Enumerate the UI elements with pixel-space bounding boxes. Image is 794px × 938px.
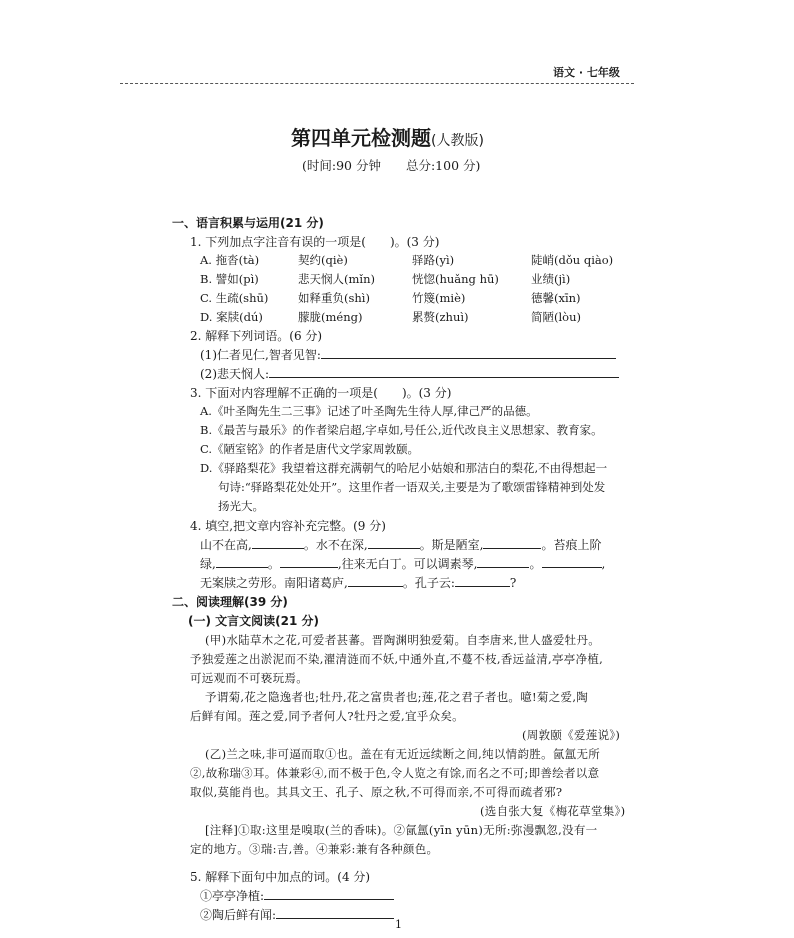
q2-item-1-label: (1)仁者见仁,智者见智: (200, 348, 321, 362)
passage-jia-line: 后鲜有闻。莲之爱,同予者何人?牡丹之爱,宜乎众矣。 (190, 709, 464, 723)
q5-item-1 (200, 887, 394, 904)
q1-opt-c4: 德馨(xīn) (531, 291, 581, 305)
q5-item-1-label: ①亭亭净植: (200, 889, 265, 903)
q4-text: ,往来无白丁。可以调素琴, (337, 557, 478, 571)
q4-blank[interactable] (368, 537, 420, 549)
header-subject: 语文 · 七年级 (553, 66, 620, 79)
q3-opt-a: A.《叶圣陶先生二三事》记述了叶圣陶先生待人厚,律己严的品德。 (200, 404, 538, 418)
q1-opt-b1: B. 譬如(pì) (200, 272, 259, 286)
q4-blank[interactable] (483, 537, 541, 549)
passage-jia-line: (甲)水陆草木之花,可爱者甚蕃。晋陶渊明独爱菊。自李唐来,世人盛爱牡丹。 (205, 633, 601, 647)
q1-opt-a3: 驿路(yì) (412, 253, 455, 267)
page-number: 1 (395, 918, 402, 931)
q2-item-1 (200, 346, 616, 363)
passage-jia-source: (周敦颐《爱莲说》) (522, 728, 621, 742)
q4-text: 。斯是陋室, (419, 538, 484, 552)
q4-text: 山不在高, (200, 538, 252, 552)
q1-opt-b3: 恍惚(huǎng hū) (412, 272, 499, 286)
q3-opt-b: B.《最苦与最乐》的作者梁启超,字卓如,号任公,近代改良主义思想家、教育家。 (200, 423, 603, 437)
passage-yi-line: (乙)兰之味,非可逼而取①也。盖在有无近远续断之间,纯以情韵胜。氤氲无所 (205, 747, 601, 761)
q1-opt-a2: 契约(qiè) (298, 253, 348, 267)
passage-yi-line: ②,故称瑞③耳。体兼彩④,而不极于色,令人览之有馀,而名之不可;即善绘者以意 (190, 766, 600, 780)
section2-heading: 二、阅读理解(39 分) (172, 595, 288, 609)
q4-blank[interactable] (542, 556, 602, 568)
q5-stem: 5. 解释下面句中加点的词。(4 分) (190, 870, 371, 884)
q4-text: 。水不在深, (303, 538, 368, 552)
q1-opt-c1: C. 生疏(shū) (200, 291, 269, 305)
q2-answer-line-1[interactable] (321, 347, 616, 359)
page-title (291, 122, 484, 151)
q4-text: 。苔痕上阶 (541, 538, 602, 552)
q2-item-2-label: (2)悲天悯人: (200, 367, 270, 381)
q4-line-2 (200, 555, 605, 572)
header-divider (120, 83, 634, 84)
q4-line-3 (200, 574, 516, 591)
q1-opt-d2: 朦胧(méng) (298, 310, 363, 324)
q4-blank[interactable] (252, 537, 304, 549)
section2-sub1: (一) 文言文阅读(21 分) (188, 614, 319, 628)
q5-item-2 (200, 906, 394, 923)
q4-text: 无案牍之劳形。南阳诸葛庐, (200, 576, 348, 590)
q1-opt-d4: 简陋(lòu) (531, 310, 581, 324)
q1-opt-a1: A. 拖沓(tà) (200, 253, 260, 267)
q5-item-2-label: ②陶后鲜有闻: (200, 908, 277, 922)
q4-line-1 (200, 536, 602, 553)
passage-jia-line: 予独爱莲之出淤泥而不染,濯清涟而不妖,中通外直,不蔓不枝,香远益清,亭亭净植, (190, 652, 604, 666)
passage-jia-line: 予谓菊,花之隐逸者也;牡丹,花之富贵者也;莲,花之君子者也。噫!菊之爱,陶 (205, 690, 589, 704)
q2-stem: 2. 解释下列词语。(6 分) (190, 329, 323, 343)
q5-answer-line-1[interactable] (264, 888, 394, 900)
q1-stem: 1. 下列加点字注音有误的一项是( )。(3 分) (190, 235, 440, 249)
passage-yi-line: 取似,莫能肖也。其具文王、孔子、原之秋,不可得而亲,不可得而疏者邪? (190, 785, 563, 799)
q4-blank[interactable] (477, 556, 529, 568)
annotation-line: 定的地方。③瑞:吉,善。④兼彩:兼有各种颜色。 (190, 842, 439, 856)
q3-stem: 3. 下面对内容理解不正确的一项是( )。(3 分) (190, 386, 452, 400)
section1-heading: 一、语言积累与运用(21 分) (172, 216, 324, 230)
title-main: 第四单元检测题 (291, 126, 431, 150)
q1-opt-b2: 悲天悯人(mǐn) (298, 272, 375, 286)
q2-item-2 (200, 365, 619, 382)
q4-blank[interactable] (348, 575, 403, 587)
q4-text: 。 (267, 557, 280, 571)
q1-opt-c3: 竹篾(miè) (412, 291, 466, 305)
passage-jia-line: 可远观而不可亵玩焉。 (190, 671, 308, 685)
q1-opt-b4: 业绩(jì) (531, 272, 571, 286)
q1-opt-a4: 陡峭(dǒu qiào) (531, 253, 614, 267)
q3-opt-c: C.《陋室铭》的作者是唐代文学家周敦颐。 (200, 442, 420, 456)
q4-blank[interactable] (280, 556, 338, 568)
q5-answer-line-2[interactable] (276, 907, 394, 919)
q1-opt-d1: D. 案牍(dú) (200, 310, 263, 324)
passage-yi-source: (选自张大复《梅花草堂集》) (480, 804, 626, 818)
q3-opt-d-line2: 句诗:“驿路梨花处处开”。这里作者一语双关,主要是为了歌颂雷锋精神到处发 (218, 480, 606, 494)
q4-text: 。 (529, 557, 542, 571)
q4-blank[interactable] (216, 556, 268, 568)
q4-stem: 4. 填空,把文章内容补充完整。(9 分) (190, 519, 386, 533)
q3-opt-d-line1: D.《驿路梨花》我望着这群充满朝气的哈尼小姑娘和那洁白的梨花,不由得想起一 (200, 461, 608, 475)
q4-text: 。孔子云: (402, 576, 455, 590)
q4-blank[interactable] (455, 575, 510, 587)
q4-text: ? (509, 576, 517, 590)
annotation-line: [注释]①取:这里是嗅取(兰的香味)。②氤氲(yīn yūn)无所:弥漫飘忽,没有一 (205, 823, 598, 837)
exam-info: (时间:90 分钟 总分:100 分) (302, 158, 481, 173)
q4-text: , (601, 557, 606, 571)
q1-opt-d3: 累赘(zhuì) (412, 310, 469, 324)
q4-text: 绿, (200, 557, 216, 571)
q2-answer-line-2[interactable] (269, 366, 619, 378)
q3-opt-d-line3: 扬光大。 (218, 499, 264, 513)
title-edition: (人教版) (431, 133, 484, 149)
q1-opt-c2: 如释重负(shì) (298, 291, 370, 305)
